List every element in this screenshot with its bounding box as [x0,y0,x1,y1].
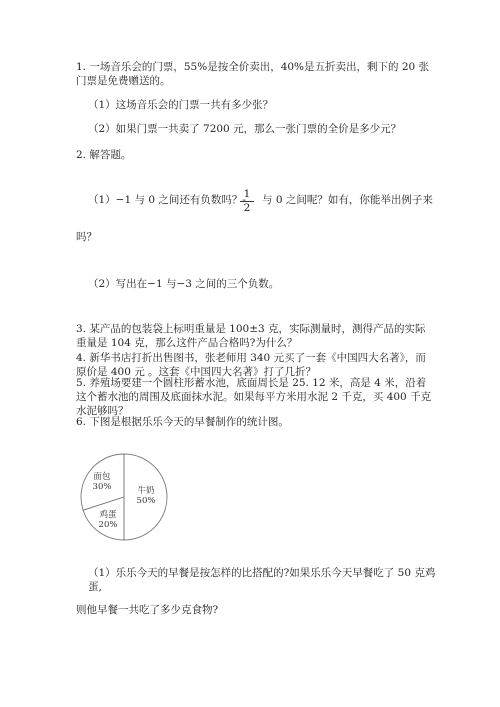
pie-label-value: 50% [136,496,156,506]
pie-label-value: 30% [92,482,112,492]
problem-1-question-1: （1）这场音乐会的门票一共有多少张？ [88,99,274,111]
problem-2-stem: 2. 解答题。 [76,149,132,161]
problem-6-question-1-line-2: 则他早餐一共吃了多少克食物? [76,604,219,616]
problem-2-question-2: （2）写出在−1 与−3 之间的三个负数。 [88,278,280,290]
problem-3: 3. 某产品的包装袋上标明重量是 100±3 克，实际测量时，测得产品的实际重量是 104 克，那么这件产品合格吗?为什么？ [76,323,426,350]
problem-2-question-1-tail: 吗？ [76,231,97,243]
problem-2-question-1-part-1: （1）−1 与 0 之间还有负数吗？- [88,194,246,206]
fraction-numerator: 1 [240,188,254,202]
fraction-one-half [240,188,254,215]
fraction-denominator: 2 [243,202,251,214]
pie-label-name: 牛奶 [137,486,155,496]
breakfast-pie-chart [70,450,180,545]
problem-4: 4. 新华书店打折出售图书，张老师用 340 元买了一套《中国四大名著》，而原价是 400 元 。这套《中国四大名著》打了几折？ [76,352,426,379]
pie-label-value: 20% [98,520,118,530]
pie-label-name: 面包 [93,472,111,482]
problem-6-stem: 6. 下图是根据乐乐今天的早餐制作的统计图。 [76,416,289,428]
problem-1-stem: 1. 一场音乐会的门票，55%是按全价卖出，40%是五折卖出，剩下的 20 张门票是免费赠送的。 [76,61,430,88]
pie-label-name: 鸡蛋 [99,510,117,520]
problem-1-question-2: （2）如果门票一共卖了 7200 元，那么一张门票的全价是多少元？ [88,123,402,135]
problem-6-question-1-line-1: （1）乐乐今天的早餐是按怎样的比搭配的?如果乐乐今天早餐吃了 50 克鸡蛋, [88,567,436,594]
problem-2-question-1-part-2: 与 0 之间呢？如有，你能举出例子来 [262,194,433,206]
problem-5: 5. 养殖场要建一个圆柱形蓄水池，底面周长是 25. 12 米，高是 4 米，沿着这个蓄水池的周围及底面抹水泥。如果每平方米用水泥 2 千克，买 400 千克水泥够吗？ [76,377,432,418]
